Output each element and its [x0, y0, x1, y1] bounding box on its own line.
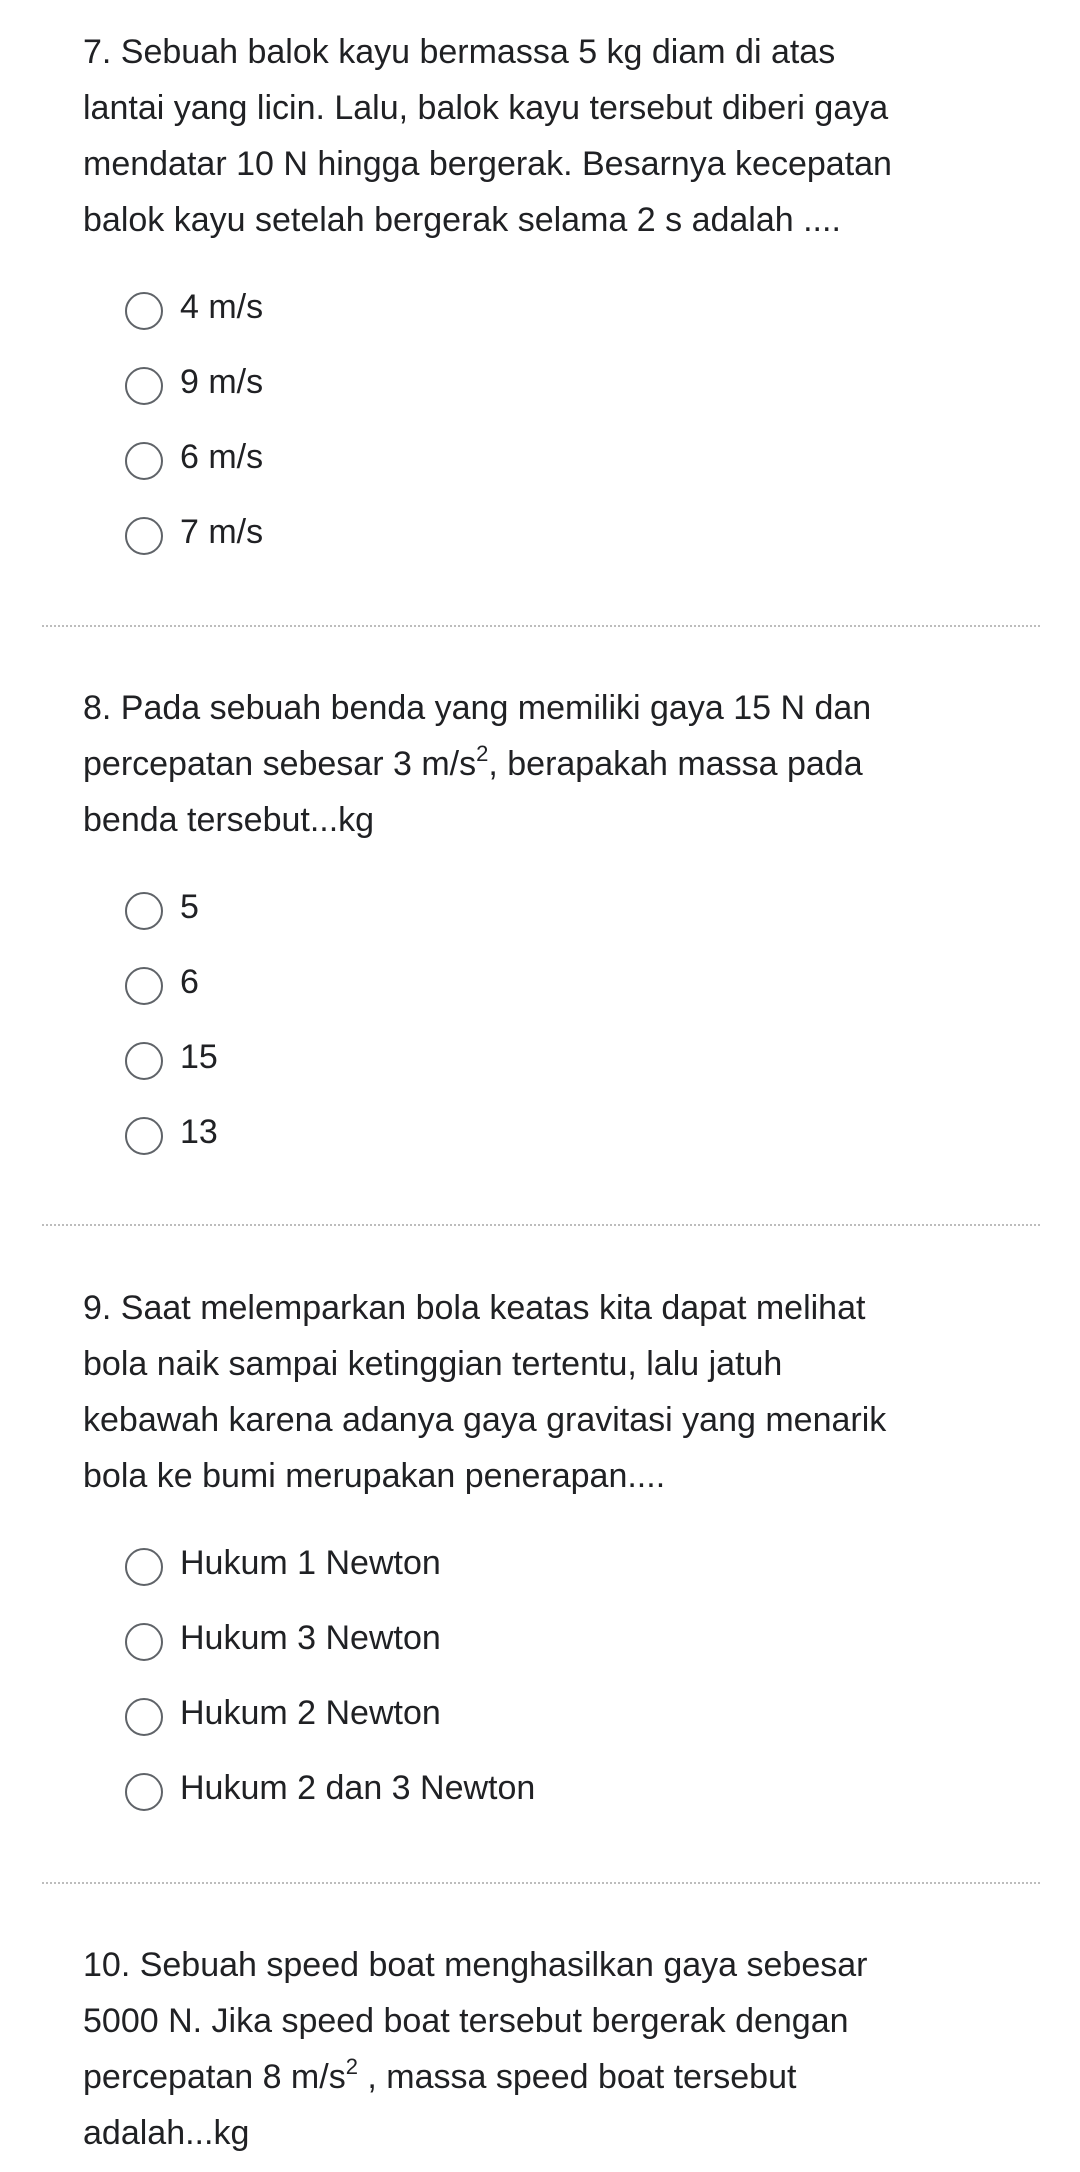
question-text-line: bola naik sampai ketinggian tertentu, lalu jatuh [83, 1345, 783, 1383]
answer-option-label: 13 [180, 1113, 218, 1151]
question-text [83, 1937, 1003, 2161]
answer-option-label: 6 [180, 963, 199, 1001]
question-8 [83, 680, 1003, 1178]
answer-options [83, 278, 1003, 578]
question-text-line: benda tersebut...kg [83, 801, 375, 839]
answer-option[interactable] [83, 953, 1003, 1028]
radio-button[interactable] [125, 1773, 163, 1811]
answer-option-label: 4 m/s [180, 288, 264, 326]
answer-option[interactable] [83, 878, 1003, 953]
answer-option-label: 5 [180, 888, 199, 926]
answer-options [83, 878, 1003, 1178]
answer-option-label: Hukum 3 Newton [180, 1619, 441, 1657]
question-text [83, 1280, 1003, 1504]
question-text-fragment: , massa speed boat tersebut [357, 2058, 797, 2096]
radio-button[interactable] [125, 1548, 163, 1586]
answer-option[interactable] [83, 1103, 1003, 1178]
answer-option-label: Hukum 2 dan 3 Newton [180, 1769, 536, 1807]
question-text-line: balok kayu setelah bergerak selama 2 s adalah .... [83, 201, 841, 239]
radio-button[interactable] [125, 1623, 163, 1661]
question-text-line: 9. Saat melemparkan bola keatas kita dapat melihat [83, 1289, 866, 1327]
question-10 [83, 1937, 1003, 2161]
divider [42, 625, 1040, 627]
question-7 [83, 24, 1003, 578]
question-text-line: lantai yang licin. Lalu, balok kayu tersebut diberi gaya [83, 89, 889, 127]
question-text-line: kebawah karena adanya gaya gravitasi yang menarik [83, 1401, 887, 1439]
question-9 [83, 1280, 1003, 1834]
question-text-line: 10. Sebuah speed boat menghasilkan gaya sebesar [83, 1946, 868, 1984]
answer-option[interactable] [83, 278, 1003, 353]
question-text-line: bola ke bumi merupakan penerapan.... [83, 1457, 666, 1495]
radio-button[interactable] [125, 517, 163, 555]
question-text-line: mendatar 10 N hingga bergerak. Besarnya kecepatan [83, 145, 892, 183]
question-text-fragment: , berapakah massa pada [488, 745, 863, 783]
answer-option[interactable] [83, 1684, 1003, 1759]
radio-button[interactable] [125, 292, 163, 330]
answer-option-label: Hukum 2 Newton [180, 1694, 441, 1732]
question-text-line [83, 741, 863, 783]
answer-options [83, 1534, 1003, 1834]
answer-option[interactable] [83, 353, 1003, 428]
answer-option-label: 15 [180, 1038, 218, 1076]
radio-button[interactable] [125, 367, 163, 405]
answer-option[interactable] [83, 1609, 1003, 1684]
radio-button[interactable] [125, 892, 163, 930]
radio-button[interactable] [125, 967, 163, 1005]
answer-option[interactable] [83, 1534, 1003, 1609]
question-text-line: adalah...kg [83, 2114, 250, 2152]
question-text [83, 680, 1003, 848]
answer-option[interactable] [83, 428, 1003, 503]
divider [42, 1882, 1040, 1884]
question-text-line [83, 2054, 797, 2096]
superscript: 2 [345, 2054, 358, 2079]
radio-button[interactable] [125, 442, 163, 480]
question-text-line: 7. Sebuah balok kayu bermassa 5 kg diam di atas [83, 33, 836, 71]
answer-option-label: 7 m/s [180, 513, 264, 551]
question-text-line: 5000 N. Jika speed boat tersebut bergerak dengan [83, 2002, 849, 2040]
answer-option[interactable] [83, 1759, 1003, 1834]
question-text [83, 24, 1003, 248]
answer-option-label: 6 m/s [180, 438, 264, 476]
answer-option[interactable] [83, 503, 1003, 578]
answer-option[interactable] [83, 1028, 1003, 1103]
radio-button[interactable] [125, 1042, 163, 1080]
radio-button[interactable] [125, 1698, 163, 1736]
divider [42, 1224, 1040, 1226]
question-text-fragment: percepatan sebesar 3 m/s [83, 745, 477, 783]
superscript: 2 [476, 741, 489, 766]
question-text-fragment: percepatan 8 m/s [83, 2058, 346, 2096]
question-text-line: 8. Pada sebuah benda yang memiliki gaya 15 N dan [83, 689, 872, 727]
answer-option-label: 9 m/s [180, 363, 264, 401]
answer-option-label: Hukum 1 Newton [180, 1544, 441, 1582]
radio-button[interactable] [125, 1117, 163, 1155]
